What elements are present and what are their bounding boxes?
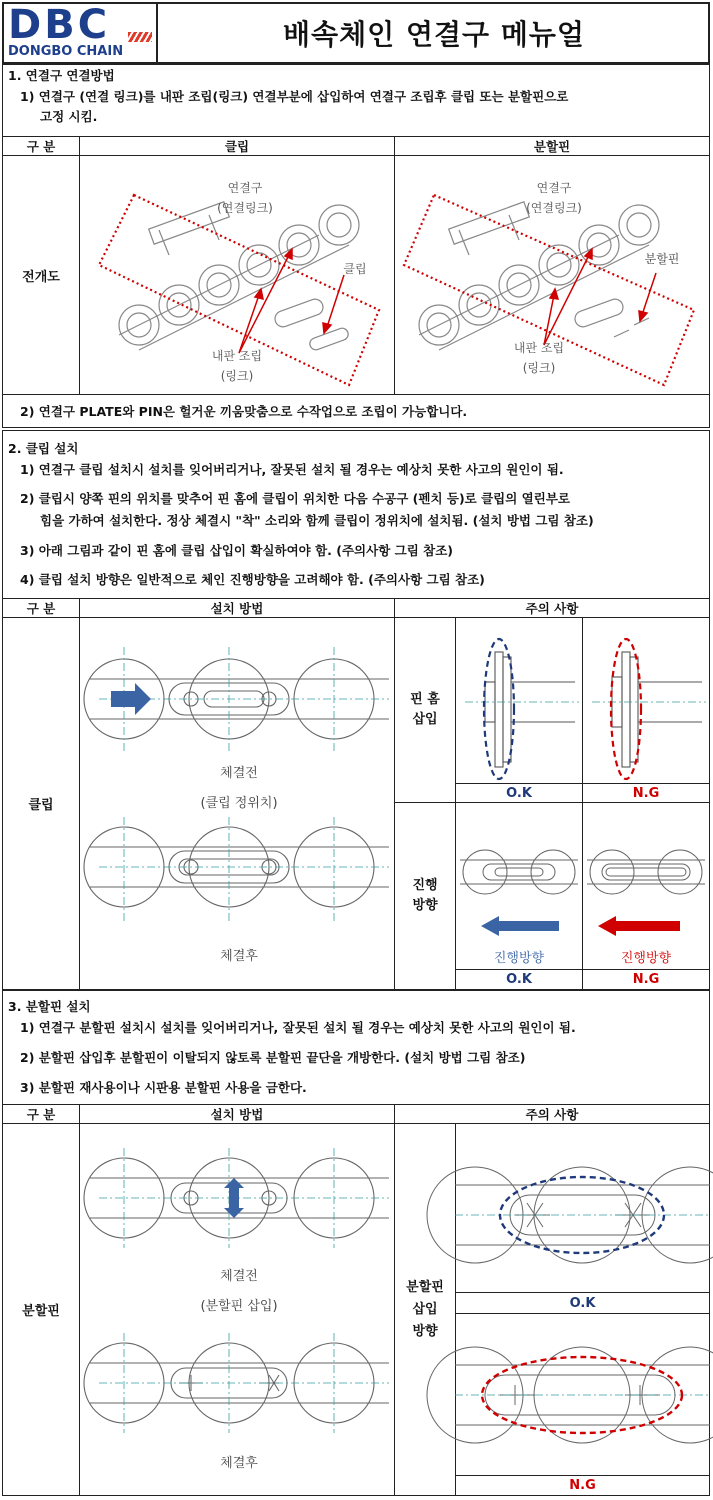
direction-ng-diagram [582, 802, 710, 970]
split-fig-link-sub: (연결링크) [526, 201, 582, 215]
s2-row-label: 클립 [2, 617, 80, 990]
section1-item1-line1: 1) 연결구 (연결 링크)를 내판 조립(링크) 연결부분에 삽입하여 연결구 조립후 클립 또는 분할핀으로 [20, 89, 569, 104]
groove-ok-diagram [455, 617, 583, 784]
clip-exploded-diagram [79, 155, 395, 395]
clip-before-label: 체결전 [220, 766, 258, 781]
groove-ok-label: O.K [455, 783, 583, 803]
section2-heading: 2. 클립 설치 [8, 441, 79, 456]
s3-col-method: 설치 방법 [79, 1104, 395, 1124]
s3-caution-label-3: 방향 [412, 1323, 438, 1339]
direction-ok-caption: 진행방향 [493, 951, 545, 966]
section3-heading: 3. 분할핀 설치 [8, 999, 91, 1014]
push-arrow-icon [111, 683, 151, 715]
section3-item1: 1) 연결구 분할핀 설치시 설치를 잊어버리거나, 잘못된 설치 될 경우는 예상치 못한 사고의 원인이 됨. [20, 1020, 576, 1035]
groove-label-cell [394, 617, 456, 803]
section2-item3: 3) 아래 그림과 같이 핀 홈에 클립 삽입이 확실하여야 함. (주의사항 그림 참조) [20, 543, 453, 558]
s1-col-label: 구 분 [2, 136, 80, 156]
logo-stripes [128, 32, 152, 42]
clip-install-diagram [79, 617, 395, 990]
dongbo-logo [2, 2, 158, 64]
splitpin-after-label: 체결후 [220, 1456, 258, 1471]
section2-item2a: 2) 클립시 양쪽 핀의 위치를 맞추어 핀 홈에 클립이 위치한 다음 수공구 (펜치 등)로 클립의 열린부로 [20, 491, 570, 506]
s3-col-caution: 주의 사항 [394, 1104, 710, 1124]
direction-label-1: 진행 [412, 878, 438, 893]
splitpin-ng-diagram [455, 1313, 710, 1476]
ok-highlight [484, 639, 514, 779]
section1-item2: 2) 연결구 PLATE와 PIN은 헐거운 끼움맞춤으로 수작업으로 조립이 가능합니다. [20, 404, 468, 419]
section1-item1-line2: 고정 시킴. [40, 109, 98, 124]
s3-col-label: 구 분 [2, 1104, 80, 1124]
groove-ng-diagram [582, 617, 710, 784]
direction-ok-arrow-icon [481, 916, 559, 936]
s3-caution-label-1: 분할핀 [406, 1279, 444, 1295]
direction-ng-caption: 진행방향 [620, 951, 672, 966]
section2-item2b: 힘을 가하여 설치한다. 정상 체결시 "착" 소리와 함께 클립이 정위치에 설치됨. (설치 방법 그림 참조) [40, 513, 594, 528]
s2-col-label: 구 분 [2, 598, 80, 618]
clip-before-sub: (클립 정위치) [200, 796, 278, 811]
section2-item4: 4) 클립 설치 방향은 일반적으로 체인 진행방향을 고려해야 함. (주의사항 그림 참조) [20, 572, 485, 587]
direction-ok-diagram [455, 802, 583, 970]
splitpin-exploded-diagram [394, 155, 710, 395]
direction-ng-label: N.G [582, 969, 710, 990]
direction-ng-arrow-icon [598, 916, 680, 936]
s1-col-split: 분할핀 [394, 136, 710, 156]
section3-item2: 2) 분할핀 삽입후 분할핀이 이탈되지 않토록 분할핀 끝단을 개방한다. (설치 방법 그림 참조) [20, 1050, 526, 1065]
page-title: 배속체인 연결구 메뉴얼 [283, 18, 585, 51]
s3-ok-label: O.K [455, 1292, 710, 1314]
s1-col-clip: 클립 [79, 136, 395, 156]
clip-fig-inner-sub: (링크) [220, 369, 254, 383]
direction-label-cell [394, 802, 456, 990]
groove-label-1: 핀 홈 [410, 692, 440, 707]
direction-ok-label: O.K [455, 969, 583, 990]
section2-item1: 1) 연결구 클립 설치시 설치를 잊어버리거나, 잘못된 설치 될 경우는 예상치 못한 사고의 원인이 됨. [20, 462, 564, 477]
clip-fig-link-sub: (연결링크) [217, 201, 273, 215]
splitpin-before-sub: (분할핀 삽입) [200, 1299, 278, 1314]
s2-col-caution: 주의 사항 [394, 598, 710, 618]
split-fig-link-label: 연결구 [536, 181, 572, 195]
logo-mark: DBC [8, 2, 111, 48]
split-fig-part: 분할핀 [644, 252, 680, 266]
clip-fig-link-label: 연결구 [227, 181, 263, 195]
logo-sub: DONGBO CHAIN [8, 44, 124, 59]
direction-label-2: 방향 [412, 898, 438, 913]
s3-caution-label-2: 삽입 [412, 1301, 438, 1317]
clip-fig-part: 클립 [343, 262, 367, 276]
section3-item3: 3) 분할핀 재사용이나 시판용 분할핀 사용을 금한다. [20, 1080, 307, 1095]
s3-ng-label: N.G [455, 1475, 710, 1496]
s2-col-method: 설치 방법 [79, 598, 395, 618]
split-fig-inner: 내판 조립 [513, 341, 565, 355]
s3-caution-label-cell [394, 1123, 456, 1496]
clip-fig-inner: 내판 조립 [211, 349, 263, 363]
splitpin-before-label: 체결전 [220, 1269, 258, 1284]
ng-highlight [611, 639, 641, 779]
splitpin-ok-diagram [455, 1123, 710, 1293]
clip-after-label: 체결후 [220, 949, 258, 964]
section1-heading: 1. 연결구 연결방법 [8, 68, 115, 83]
split-fig-inner-sub: (링크) [522, 361, 556, 375]
splitpin-install-diagram [79, 1123, 395, 1496]
groove-label-2: 삽입 [412, 712, 438, 727]
groove-ng-label: N.G [582, 783, 710, 803]
s1-row-label: 전개도 [2, 155, 80, 395]
s3-row-label: 분할핀 [2, 1123, 80, 1496]
